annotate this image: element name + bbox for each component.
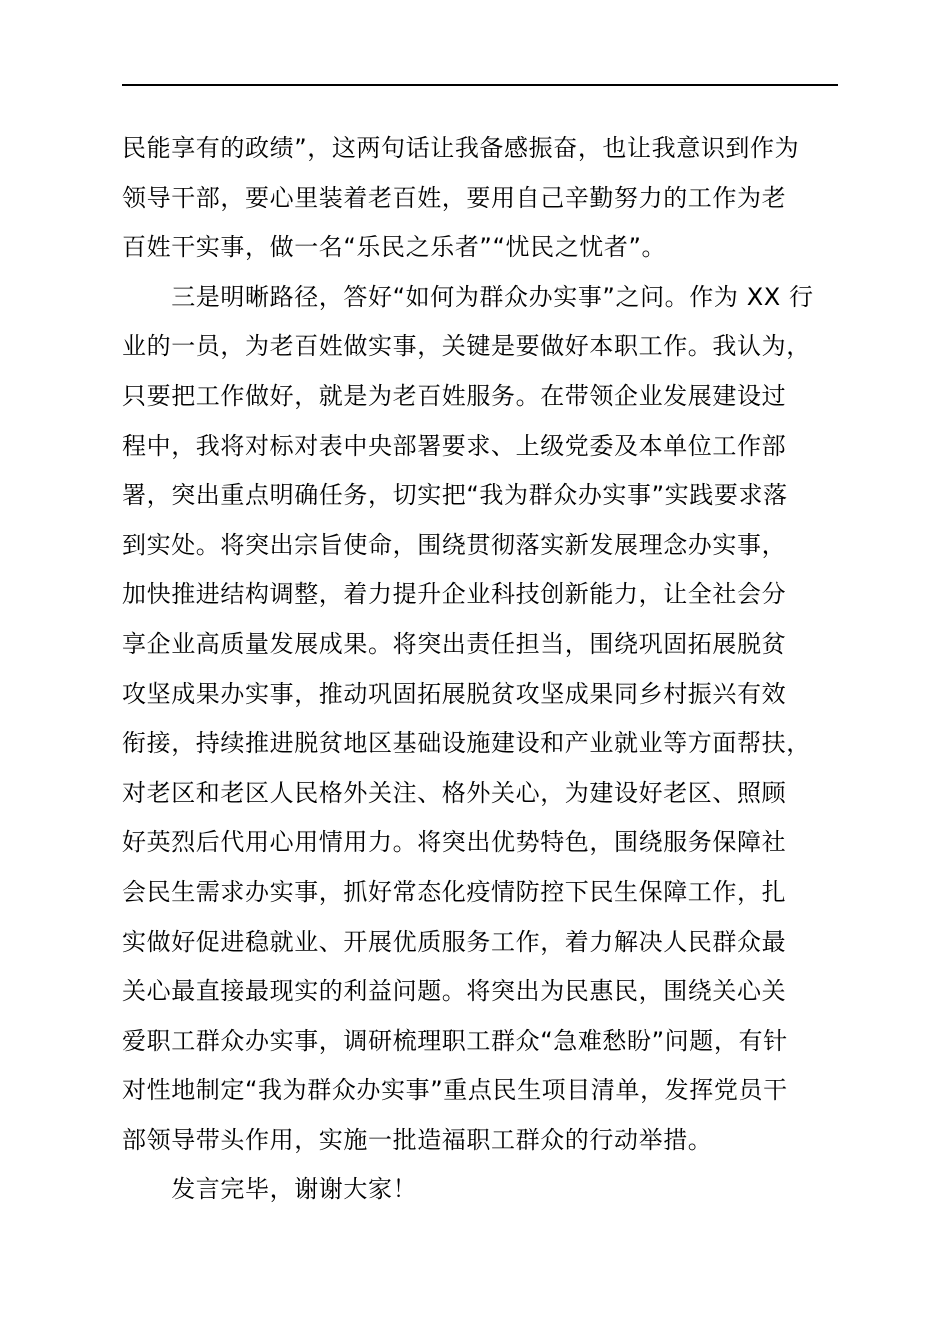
text-line: 关心最直接最现实的利益问题。将突出为民惠民，围绕关心关	[122, 977, 787, 1006]
text-line: 攻坚成果办实事，推动巩固拓展脱贫攻坚成果同乡村振兴有效	[122, 679, 787, 708]
text-line: 三是明晰路径，答好“如何为群众办实事”之问。作为 XX 行	[122, 282, 814, 311]
text-line: 享企业高质量发展成果。将突出责任担当，围绕巩固拓展脱贫	[122, 629, 787, 658]
text-line: 对性地制定“我为群众办实事”重点民生项目清单，发挥党员干	[122, 1076, 788, 1105]
paragraph-1	[122, 124, 838, 273]
document-body	[122, 124, 838, 1215]
text-line: 只要把工作做好，就是为老百姓服务。在带领企业发展建设过	[122, 381, 787, 410]
text-line: 程中，我将对标对表中央部署要求、上级党委及本单位工作部	[122, 431, 787, 460]
text-line: 部领导带头作用，实施一批造福职工群众的行动举措。	[122, 1125, 713, 1154]
closing-line: 发言完毕，谢谢大家！	[122, 1175, 418, 1204]
paragraph-3	[122, 1165, 838, 1215]
header-rule	[122, 84, 838, 86]
text-line: 对老区和老区人民格外关注、格外关心，为建设好老区、照顾	[122, 778, 787, 807]
text-line: 爱职工群众办实事，调研梳理职工群众“急难愁盼”问题，有针	[122, 1026, 788, 1055]
text-line: 署，突出重点明确任务，切实把“我为群众办实事”实践要求落	[122, 481, 788, 510]
text-line: 百姓干实事，做一名“乐民之乐者”“忧民之忧者”。	[122, 233, 667, 262]
paragraph-2	[122, 273, 838, 1166]
text-line: 会民生需求办实事，抓好常态化疫情防控下民生保障工作，扎	[122, 877, 787, 906]
text-line: 实做好促进稳就业、开展优质服务工作，着力解决人民群众最	[122, 927, 787, 956]
text-line: 业的一员，为老百姓做实事，关键是要做好本职工作。我认为，	[122, 332, 811, 361]
text-line: 领导干部，要心里装着老百姓，要用自己辛勤努力的工作为老	[122, 183, 787, 212]
text-line: 加快推进结构调整，着力提升企业科技创新能力，让全社会分	[122, 580, 787, 609]
text-line: 好英烈后代用心用情用力。将突出优势特色，围绕服务保障社	[122, 828, 787, 857]
text-line: 衔接，持续推进脱贫地区基础设施建设和产业就业等方面帮扶，	[122, 729, 811, 758]
text-line: 民能享有的政绩”，这两句话让我备感振奋，也让我意识到作为	[122, 134, 800, 162]
text-line: 到实处。将突出宗旨使命，围绕贯彻落实新发展理念办实事，	[122, 530, 787, 559]
